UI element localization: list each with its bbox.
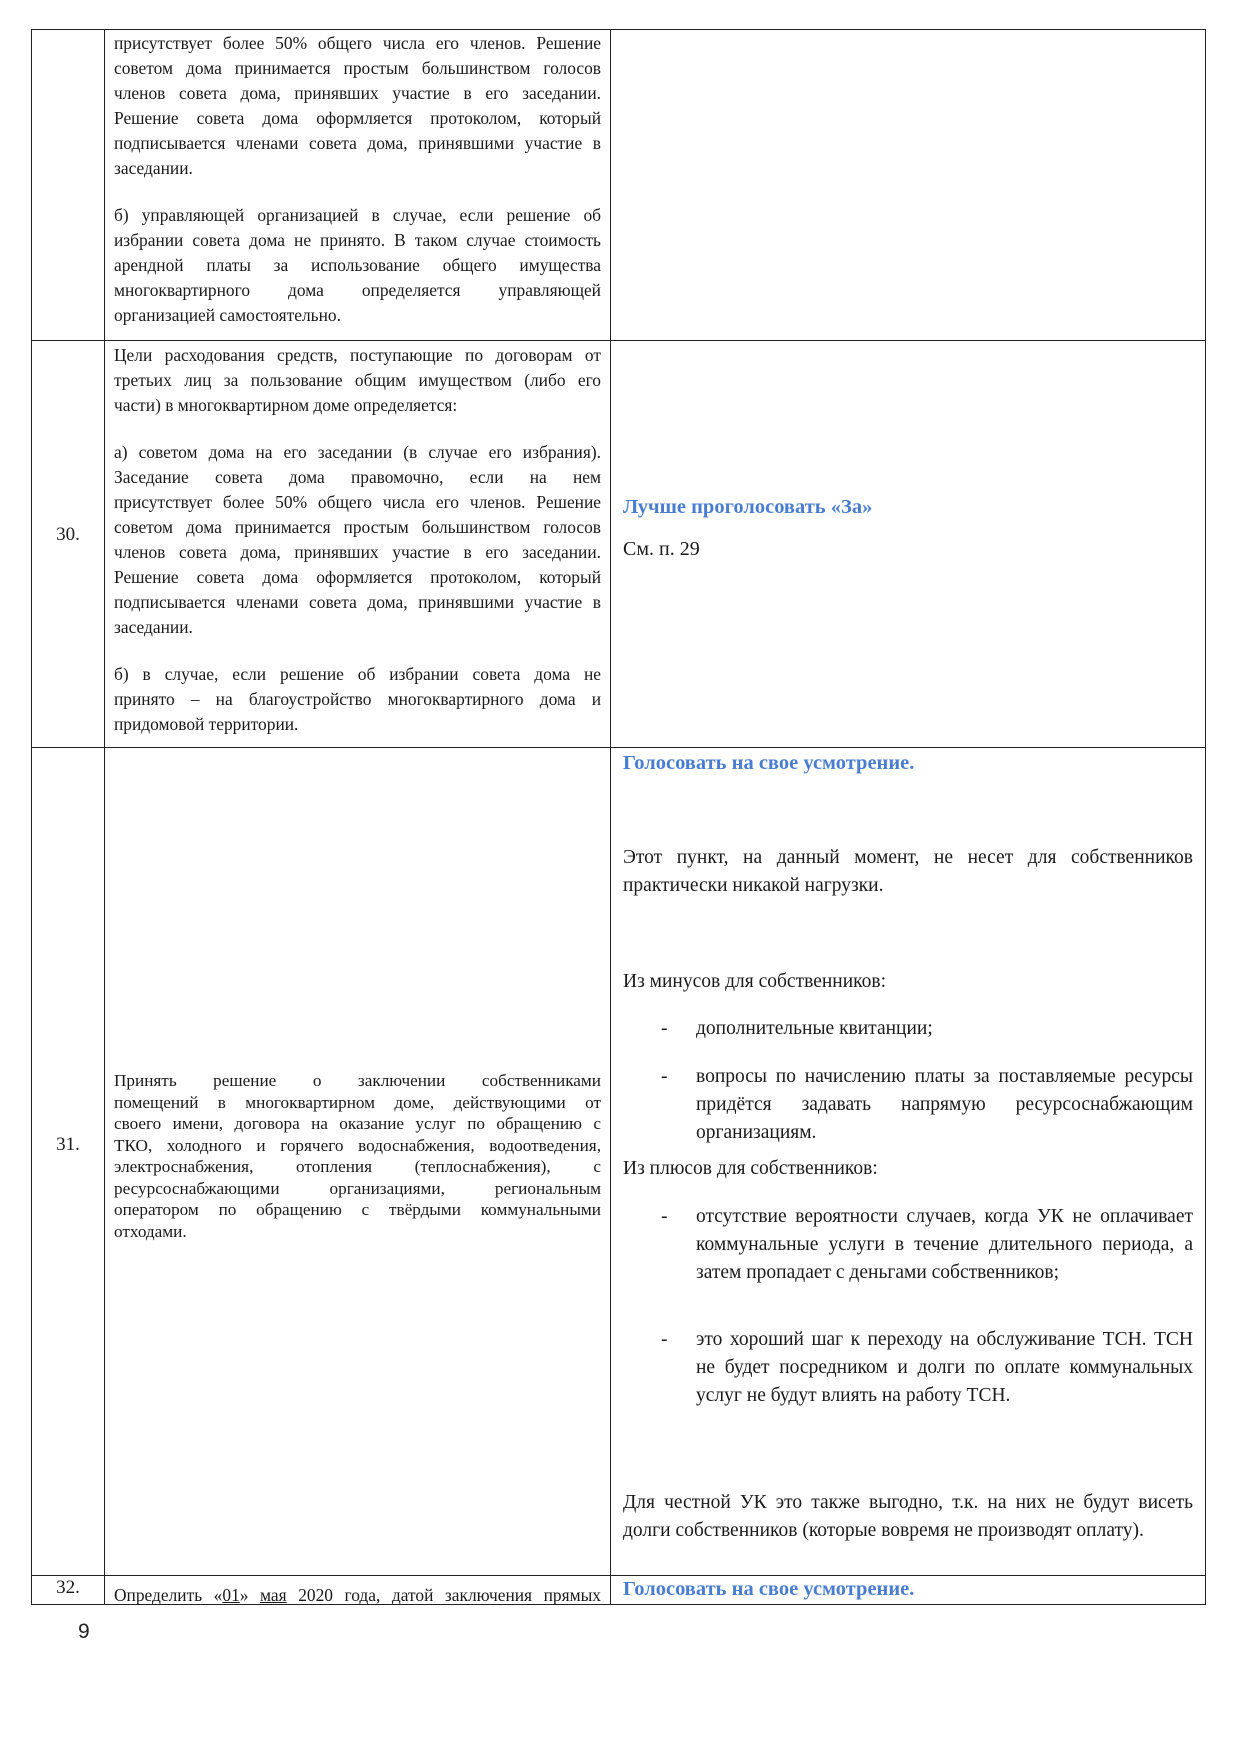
row-30-answer [623,496,1193,563]
text-line: б) управляющей организацией в случае, если решение об [114,205,601,225]
row-31-answer [623,752,1193,1541]
bullet-text: это хороший шаг к переходу на обслуживание ТСН. ТСН не будет посредником и долги по оплате коммунальных услуг не будут влиять на работу ТСН. [696,1329,1193,1406]
bullet-text: дополнительные квитанции; [696,1018,933,1039]
question-text: » [239,1586,261,1605]
paragraph-gap [114,181,601,203]
column-divider [104,30,105,1604]
row-30-question [114,343,601,737]
row-31-recommendation: Голосовать на свое усмотрение. [623,752,915,774]
row-31-question [114,1070,601,1242]
text-line: отходами. [114,1221,187,1241]
text-line: членов совета дома, принявших участие в его заседании. [114,542,601,562]
text-line: принято – на благоустройство многоквартирного дома и [114,689,601,709]
text-line: помещений в многоквартирном доме, действующими от [114,1092,601,1112]
bullet-text: вопросы по начислению платы за поставляемые ресурсы придётся задавать напрямую ресурсоснабжающим организациям. [696,1066,1193,1143]
row-31-cons-item [623,1015,1193,1043]
voting-table [31,29,1206,1605]
page-number: 9 [78,1620,90,1643]
text-line: Решение совета дома оформляется протоколом, который [114,108,601,128]
paragraph-gap [114,418,601,440]
text-line: электроснабжения, отопления (теплоснабжения), с [114,1157,601,1176]
row-31-cons-item [623,1063,1193,1147]
row-32-recommendation: Голосовать на свое усмотрение. [623,1578,915,1600]
text-line: своего имени, договора на оказание услуг по обращению с [114,1114,601,1133]
text-line: советом дома принимается простым большинством голосов [114,58,601,78]
row-31-number: 31. [56,1134,80,1155]
question-text: 2020 года, датой заключения прямых [286,1586,601,1605]
text-line: третьих лиц за пользование общим имуществом (либо его [114,370,601,390]
paragraph [114,662,601,737]
paragraph [114,440,601,640]
text-line: советом дома принимается простым большинством голосов [114,517,601,537]
text-line: заседании. [114,158,193,178]
question-day: 01 [222,1586,240,1605]
text-line: Заседание совета дома правомочно, если на нем [114,467,601,487]
paragraph [114,343,601,418]
row-31-intro: Этот пункт, на данный момент, не несет для собственников практически никакой нагрузки. [623,847,1193,896]
row-divider [32,340,1205,341]
text-line: придомовой территории. [114,714,299,734]
text-line: арендной платы за использование общего имущества [114,255,601,275]
row-divider [32,1575,1205,1576]
text-line: организацией самостоятельно. [114,305,341,325]
row-31-pros-item [623,1203,1193,1287]
text-line: избрании совета дома не принято. В таком случае стоимость [114,230,601,250]
dash-bullet: - [661,1018,668,1039]
text-line: а) советом дома на его заседании (в случае его избрания). [114,442,601,462]
text-line: б) в случае, если решение об избрании совета дома не [114,664,601,684]
paragraph-gap [114,640,601,662]
text-line: членов совета дома, принявших участие в его заседании. [114,83,601,103]
text-line: подписывается членами совета дома, принявшими участие в [114,133,601,153]
text-line: Решение совета дома оформляется протоколом, который [114,567,601,587]
paragraph [114,31,601,181]
text-line: ТКО, холодного и горячего водоснабжения, водоотведения, [114,1135,601,1155]
row-divider [32,747,1205,748]
text-line: присутствует более 50% общего числа его членов. Решение [114,492,601,512]
row-30-recommendation: Лучше проголосовать «За» [623,496,873,518]
question-text: Определить « [114,1586,223,1605]
text-line: ресурсоснабжающими организациями, региональным [114,1178,601,1198]
row-31-cons-title: Из минусов для собственников: [623,971,887,992]
row-32-question [114,1586,601,1605]
text-line: Принять решение о заключении собственниками [114,1071,601,1090]
row-30-note: См. п. 29 [623,538,700,560]
text-line: части) в многоквартирном доме определяется: [114,395,458,415]
row-32-number: 32. [56,1577,80,1598]
bullet-text: отсутствие вероятности случаев, когда УК не оплачивает коммунальные услуги в течение длительного периода, а затем пропадает с деньгами собственников; [696,1206,1193,1283]
row-31-pros-item [623,1326,1193,1410]
text-line: Цели расходования средств, поступающие по договорам от [114,345,601,365]
column-divider [610,30,611,1604]
row-29-question-continued [114,31,601,328]
row-31-pros-title: Из плюсов для собственников: [623,1158,878,1179]
row-30-number: 30. [56,524,80,545]
text-line: многоквартирного дома определяется управляющей [114,280,601,300]
dash-bullet: - [661,1206,668,1227]
question-month: мая [260,1586,287,1605]
dash-bullet: - [661,1329,668,1350]
paragraph [114,203,601,328]
text-line: присутствует более 50% общего числа его членов. Решение [114,33,601,53]
row-31-closing: Для честной УК это также выгодно, т.к. на них не будут висеть долги собственников (которые вовремя не производят оплату). [623,1492,1193,1541]
text-line: заседании. [114,617,193,637]
text-line: подписывается членами совета дома, принявшими участие в [114,592,601,612]
dash-bullet: - [661,1066,668,1087]
text-line: оператором по обращению с твёрдыми коммунальными [114,1200,601,1219]
